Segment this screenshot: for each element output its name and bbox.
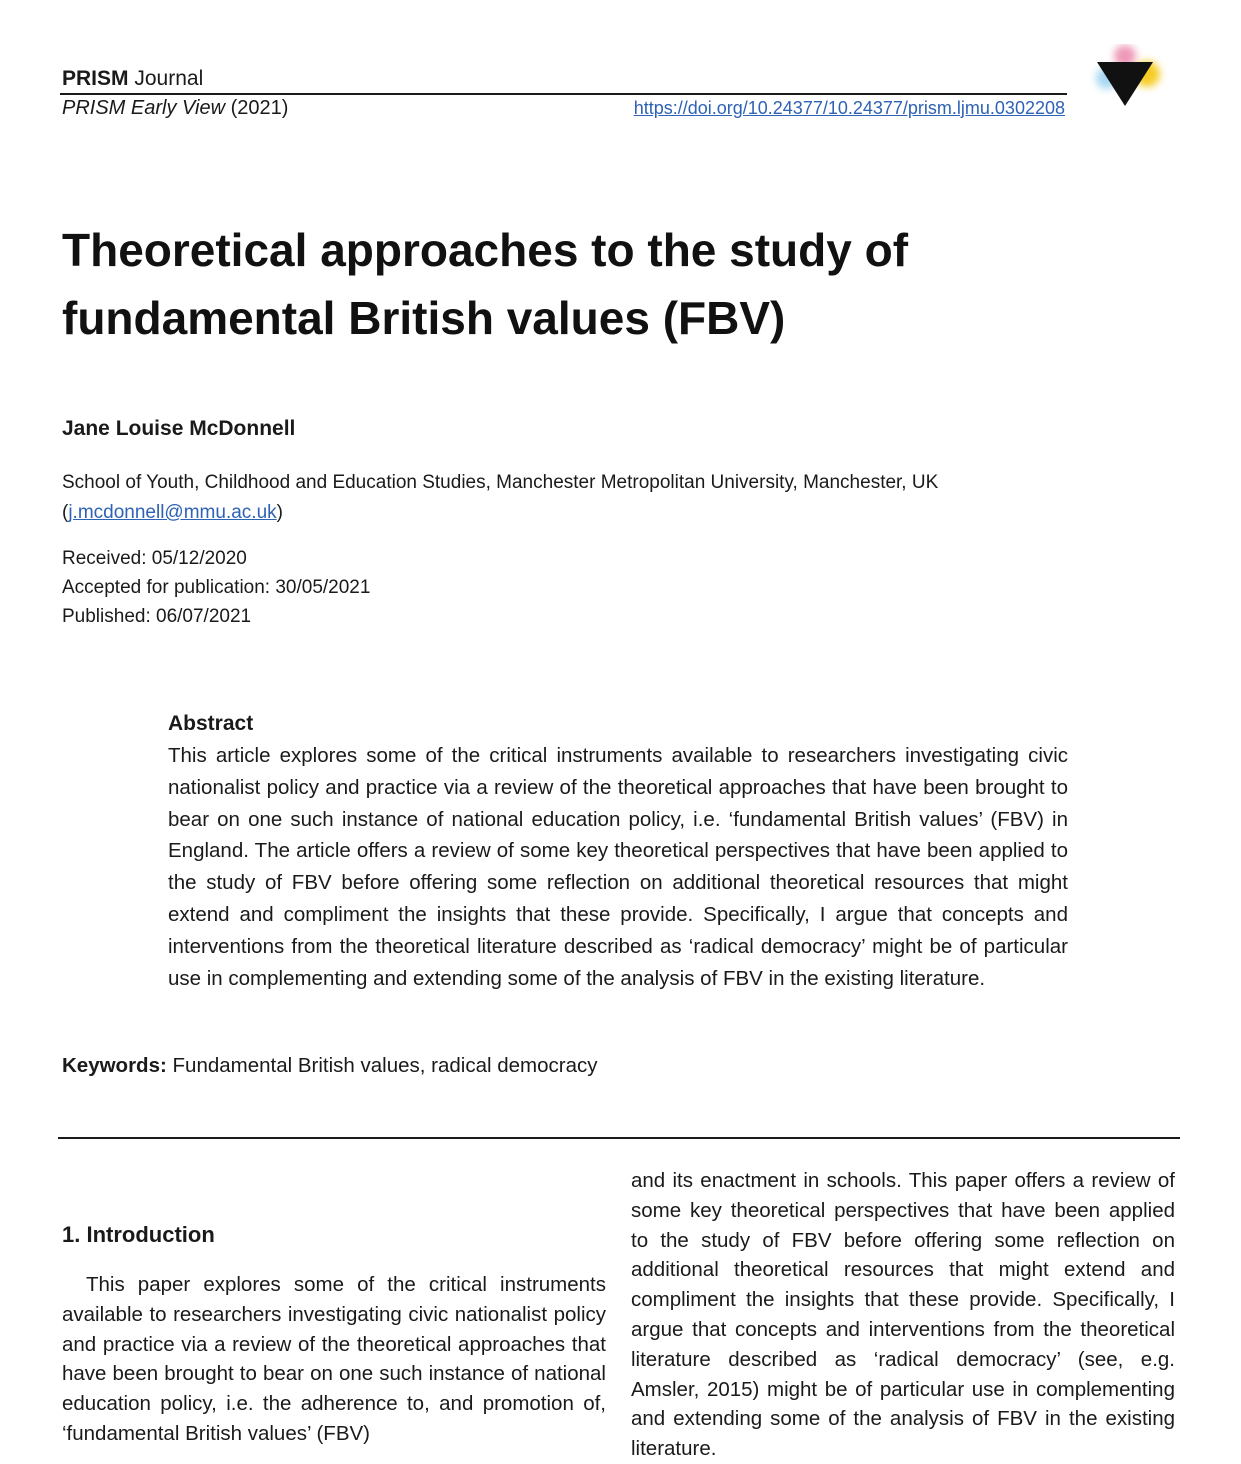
keywords bbox=[62, 1052, 598, 1080]
journal-name bbox=[62, 66, 203, 92]
abstract-heading: Abstract bbox=[168, 712, 254, 735]
accepted-date: Accepted for publication: 30/05/2021 bbox=[62, 577, 371, 598]
journal-brand: PRISM bbox=[62, 67, 129, 90]
affiliation-text: School of Youth, Childhood and Education Studies, Manchester Metropolitan University, Manchester, UK bbox=[62, 472, 939, 493]
email-open-paren: ( bbox=[62, 502, 69, 523]
published-date: Published: 06/07/2021 bbox=[62, 606, 252, 627]
publication-dates bbox=[62, 544, 370, 631]
abstract-text: This article explores some of the critical instruments available to researchers investigating civic nationalist policy and practice via a review of the theoretical approaches that have been brought to bear on one such instance of national education policy, i.e. ‘fundamental British values’ (FBV) in England. The article offers a review of some key theoretical perspectives that have been applied to the study of FBV before offering some reflection on additional theoretical resources that might extend and compliment the insights that these provide. Specifically, I argue that concepts and interventions from the theoretical literature described as ‘radical democracy’ might be of particular use in complementing and extending some of the analysis of FBV in the existing literature. bbox=[168, 744, 1068, 990]
introduction-heading: 1. Introduction bbox=[62, 1222, 215, 1247]
keywords-value: Fundamental British values, radical democracy bbox=[172, 1054, 598, 1077]
doi-link[interactable]: https://doi.org/10.24377/10.24377/prism.ljmu.0302208 bbox=[633, 98, 1065, 118]
section-divider bbox=[58, 1137, 1180, 1139]
article-title: Theoretical approaches to the study of fundamental British values (FBV) bbox=[62, 224, 909, 344]
keywords-label: Keywords: bbox=[62, 1054, 167, 1077]
introduction-right-column: and its enactment in schools. This paper offers a review of some key theoretical perspectives that have been applied to the study of FBV before offering some reflection on additional theoretical resources that might extend and compliment the insights that these provide. Specifically, I argue that concepts and interventions from the theoretical literature described as ‘radical democracy’ (see, e.g. Amsler, 2015) might be of particular use in complementing and extending some of the analysis of FBV in the existing literature. bbox=[631, 1169, 1175, 1461]
journal-suffix: Journal bbox=[134, 67, 204, 90]
introduction-left-column: This paper explores some of the critical instruments available to researchers investigating civic nationalist policy and practice via a review of the theoretical approaches that have been brought to bear on one such instance of national education policy, i.e. the adherence to, and promotion of, ‘fundamental British values’ (FBV) bbox=[62, 1273, 606, 1445]
prism-triangle-logo-icon bbox=[1085, 44, 1175, 116]
issue-label: PRISM Early View bbox=[62, 97, 226, 119]
email-close-paren: ) bbox=[276, 502, 283, 523]
issue-info bbox=[62, 95, 288, 121]
issue-year: (2021) bbox=[230, 97, 289, 119]
received-date: Received: 05/12/2020 bbox=[62, 548, 247, 569]
email-line bbox=[62, 498, 1062, 528]
author-name: Jane Louise McDonnell bbox=[62, 417, 296, 440]
author-affiliation bbox=[62, 468, 1062, 528]
author-email-link[interactable]: j.mcdonnell@mmu.ac.uk bbox=[68, 502, 277, 523]
